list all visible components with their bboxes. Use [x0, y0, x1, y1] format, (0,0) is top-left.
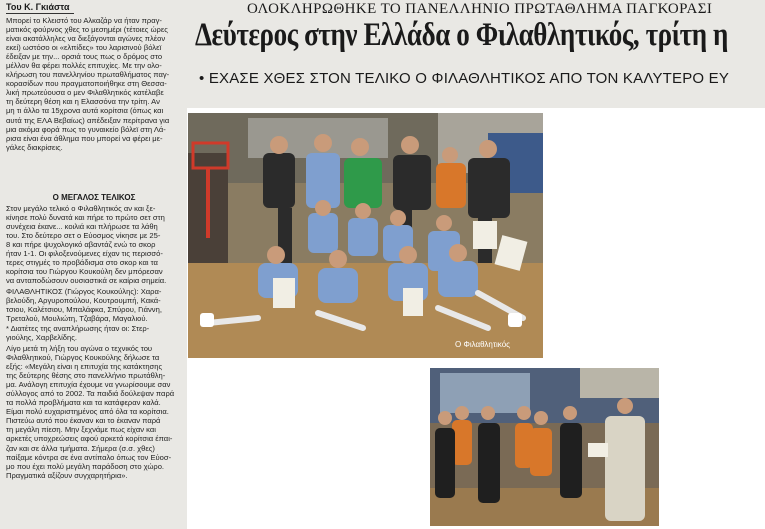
final-paragraph: Στον μεγάλο τελικό ο Φιλαθλητικός αν και ξε- κίνησε πολύ δυνατά και πήρε το πρώτο σετ στη συνέχεια έκανε... κοιλιά και πλήρωσε τα λάθη του. Στο δεύτερο σετ ο Εύοσμος νίκησε με 25- 8 και πήρε ψυχολογικό αβαντάζ ενώ το σκορ ήταν 1-1. Οι φιλοξενούμενες είχαν τις περισσό- τερες στιγμές το προβάδισμα στο σκορ και τα κορίτσια του Γιώργου Κουκούλη δεν μπόρεσαν να ανταποδώσουν ουσιαστικά σε καίρια σημεία.	[6, 204, 167, 286]
photo-caption: Ο Φιλαθλητικός	[455, 340, 510, 349]
award-ceremony-photo	[430, 368, 659, 526]
coach-quote-paragraph: Λίγο μετά τη λήξη του αγώνα ο τεχνικός του Φιλαθλητικού, Γιώργος Κουκούλης δήλωσε τα εξής: «Μεγάλη είναι η επιτυχία της κατάκτησης της δεύτερης θέσης στο πανελλήνιο πρωτάθλη- μα. Ανάλογη επιτυχία έχουμε να γνωρίσουμε σαν σύλλογος από το 2002. Τα παιδιά δούλεψαν παρά τα πολλά προβλήματα και τα κατάφεραν καλά. Είμαι πολύ ευχαριστημένος από όλα τα κορίτσια. Πιστεύω αυτό που έκαναν και το έκαναν παρά τη μεγάλη πίεση. Μην ξεχνάμε πως είχαν και αρκετές υποχρεώσεις αφού αρκετά κορίτσια έπαι- ζαν και σε άλλα τμήματα. Σήμερα (σ.σ. χθες) παίξαμε κόντρα σε ένα αντίπαλο όπως τον Εύοσ- μο που έχει πολύ μεγάλη παράδοση στο χώρο. Πραγματικά αξίζουν συγχαρητήρια».	[6, 344, 175, 480]
intro-paragraph: Μπορεί το Κλειστό του Αλκαζάρ να ήταν πραγ- ματικός φούρνος χθες το μεσημέρι (τέτοιες ώρες είναι ακατάλληλες να διεξάγονται αγώνες πλέον εκεί) ωστόσο οι «ελπίδες» του λαρισινού βόλεϊ έδειξαν με την... ορσιά τους πως ο δρόμος στο μέλλον θα φέρει πολλές επιτυχίες. Με την ολο- κλήρωση του πανελληνίου πρωταθλήματος παγ- κορασίδων που πραγματοποιήθηκε στη Θεσσα- λική πρωτεύουσα ο μεν Φιλαθλητικός κατέλαβε τη δεύτερη θέση και η Ελασσόνα την τρίτη. Αν μη τι άλλο τα 15χρονα αυτά κορίτσια (όπως και αυτά της ΕΛΑ Βεβαίως) απέδειξαν περίτρανα για μια ακόμα φορά πως το γυναικείο βόλεϊ στη Λά- ρισα είναι ένα άθλημα που μπορεί να φέρει με- γάλες διακρίσεις.	[6, 16, 170, 152]
award-ceremony-illustration	[430, 368, 659, 526]
team-photo	[188, 113, 543, 358]
supertitle: ΟΛΟΚΛΗΡΩΘΗΚΕ ΤΟ ΠΑΝΕΛΛΗΝΙΟ ΠΡΩΤΑΘΛΗΜΑ ΠΑΓΚΟΡΑΣΙ	[247, 1, 713, 17]
team-photo-illustration	[188, 113, 543, 358]
deck: • ΕΧΑΣΕ ΧΘΕΣ ΣΤΟΝ ΤΕΛΙΚΟ Ο ΦΙΛΑΘΛΗΤΙΚΟΣ ΑΠΟ ΤΟΝ ΚΑΛΥΤΕΡΟ ΕΥ	[199, 70, 730, 87]
headline: Δεύτερος στην Ελλάδα ο Φιλαθλητικός, τρίτη η	[195, 17, 729, 53]
byline-divider	[6, 13, 74, 14]
byline: Του Κ. Γκιάστα	[6, 2, 70, 12]
reserves-paragraph: * Διατέτες της αναπλήρωσης ήταν οι: Στερ- γιούλης, Χαρβελίδης.	[6, 324, 150, 343]
headline-block	[187, 0, 765, 108]
roster-paragraph: ΦΙΛΑΘΛΗΤΙΚΟΣ (Γιώργος Κουκούλης): Χαρα- βελούδη, Αργυροπούλου, Κουτρουμπή, Κακά- τσιου, Καλέτσιου, Μπαλάφκα, Σπύρου, Γιάννη, Τρεταλού, Μουλιώτη, Τζαβάρα, Μαγαλιού.	[6, 287, 162, 324]
subheading: Ο ΜΕΓΑΛΟΣ ΤΕΛΙΚΟΣ	[52, 193, 136, 202]
left-article-column	[0, 0, 187, 529]
